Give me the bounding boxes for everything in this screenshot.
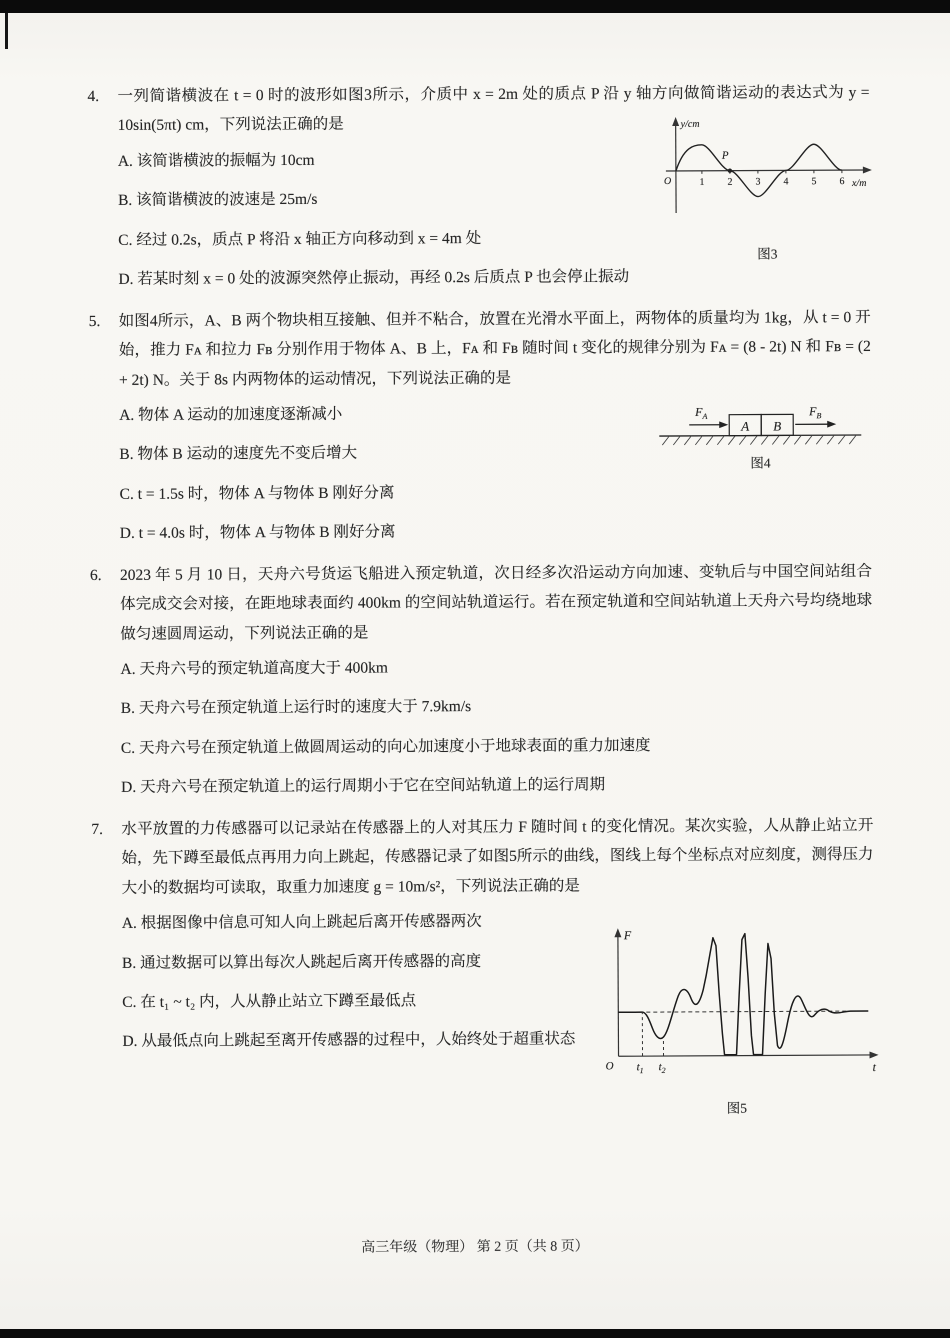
t1-label: $t_1$ bbox=[636, 1060, 644, 1075]
force-curve bbox=[618, 933, 869, 1055]
page-footer: 高三年级（物理） 第 2 页（共 8 页） bbox=[361, 1239, 589, 1256]
force-a-arrowhead-icon bbox=[719, 421, 728, 428]
question-4-number: 4. bbox=[87, 87, 100, 106]
question-7-option-b: B. 通过数据可以算出每次人跳起后离开传感器的高度 bbox=[121, 952, 482, 972]
tick-label-3: 3 bbox=[755, 176, 761, 188]
point-p-label: P bbox=[721, 149, 729, 162]
question-7-options bbox=[122, 906, 593, 1056]
question-5-stem: 如图4所示，A、B 两个物块相互接触、但并不粘合，放置在光滑水平面上，两物体的质量均为 1kg，从 t = 0 开始，推力 Fᴀ 和拉力 Fʙ 分别作用于物体 A、B 上，Fᴀ 和 Fʙ 随时间 t 变化的规律分别为 Fᴀ = (8 - 2t) N 和 Fʙ = (2 + 2t) N。关于 8s 内两物体的运动情况，下列说法正确的是 bbox=[118, 308, 871, 389]
question-4-stem: 一列简谐横波在 t = 0 时的波形如图3所示，介质中 x = 2m 处的质点 P 沿 y 轴方向做简谐运动的表达式为 y = 10sin(5πt) cm，下列说法正确的是 bbox=[117, 83, 870, 135]
figure-3-wave-diagram bbox=[656, 112, 879, 263]
tick-label-1: 1 bbox=[699, 176, 705, 188]
force-time-graph bbox=[586, 923, 887, 1100]
block-a-label: A bbox=[741, 418, 750, 434]
f-axis-arrow-icon bbox=[614, 928, 621, 937]
question-6-number: 6. bbox=[89, 566, 102, 584]
figure-5-force-time-graph bbox=[586, 923, 887, 1118]
question-5-option-d: D. t = 4.0s 时，物体 A 与物体 B 刚好分离 bbox=[119, 523, 396, 543]
f-axis-label: F bbox=[623, 927, 632, 943]
origin-label: O bbox=[663, 175, 672, 188]
question-6-options bbox=[120, 651, 873, 803]
t2-label: $t_2$ bbox=[658, 1060, 666, 1075]
scan-edge-left-mark bbox=[5, 13, 8, 49]
tick-label-6: 6 bbox=[839, 176, 845, 188]
question-6 bbox=[90, 557, 873, 803]
question-7-option-d: D. 从最低点向上跳起至离开传感器的过程中，人始终处于超重状态 bbox=[122, 1030, 576, 1051]
t-axis bbox=[619, 1055, 873, 1056]
question-5-option-b: B. 物体 B 运动的速度先不变后增大 bbox=[119, 445, 358, 464]
point-p-dot bbox=[728, 168, 732, 172]
question-6-option-d: D. 天舟六号在预定轨道上的运行周期小于它在空间站轨道上的运行周期 bbox=[121, 776, 606, 797]
question-4-option-d: D. 若某时刻 x = 0 处的波源突然停止振动，再经 0.2s 后质点 P 也会停止振动 bbox=[118, 268, 630, 289]
question-4-option-a: A. 该简谐横波的振幅为 10cm bbox=[117, 151, 315, 170]
question-7-option-c: C. 在 t₁ ~ t₂ 内，人从静止站立下蹲至最低点 bbox=[122, 992, 417, 1011]
question-5 bbox=[89, 303, 872, 549]
figure-4-caption: 图4 bbox=[750, 455, 771, 471]
question-5-option-c: C. t = 1.5s 时，物体 A 与物体 B 刚好分离 bbox=[119, 484, 395, 503]
question-6-option-b: B. 天舟六号在预定轨道上运行时的速度大于 7.9km/s bbox=[120, 698, 472, 718]
scan-edge-bottom bbox=[0, 1329, 950, 1338]
blocks-diagram bbox=[655, 389, 865, 454]
y-axis-arrow-icon bbox=[672, 117, 679, 126]
question-6-stem: 2023 年 5 月 10 日，天舟六号货运飞船进入预定轨道，次日经多次沿运动方向加速、变轨后与中国空间站组合体完成交会对接，在距地球表面约 400km 的空间站轨道运行。若在预定轨道和空间站轨道上天舟六号均绕地球做匀速圆周运动，下列说法正确的是 bbox=[119, 562, 873, 643]
f-axis bbox=[618, 934, 619, 1056]
t-axis-label: t bbox=[872, 1059, 876, 1074]
question-7-option-a: A. 根据图像中信息可知人向上跳起后离开传感器两次 bbox=[121, 913, 482, 932]
block-b-label: B bbox=[773, 418, 782, 434]
exam-content bbox=[87, 78, 876, 1116]
figure-4-blocks-diagram bbox=[655, 389, 865, 472]
question-4-option-c: C. 经过 0.2s，质点 P 将沿 x 轴正方向移动到 x = 4m 处 bbox=[118, 229, 482, 249]
force-a-label: $F_A$ bbox=[695, 404, 708, 421]
question-7 bbox=[91, 811, 876, 1116]
x-axis bbox=[666, 170, 866, 171]
x-axis-arrow-icon bbox=[863, 166, 872, 173]
y-axis-label: y/cm bbox=[680, 118, 700, 130]
x-axis-label: x/m bbox=[851, 177, 867, 190]
tick-label-4: 4 bbox=[783, 176, 789, 188]
figure-5-caption: 图5 bbox=[726, 1100, 747, 1116]
figure-3-caption: 图3 bbox=[757, 246, 778, 262]
tick-label-5: 5 bbox=[811, 176, 817, 188]
question-7-number: 7. bbox=[91, 820, 104, 838]
tick-label-2: 2 bbox=[727, 176, 733, 188]
question-6-option-c: C. 天舟六号在预定轨道上做圆周运动的向心加速度小于地球表面的重力加速度 bbox=[120, 736, 651, 757]
question-6-option-a: A. 天舟六号的预定轨道高度大于 400km bbox=[120, 659, 388, 678]
question-5-option-a: A. 物体 A 运动的加速度逐渐减小 bbox=[119, 405, 343, 424]
t-axis-arrow-icon bbox=[870, 1051, 879, 1058]
question-4-option-b: B. 该简谐横波的波速是 25m/s bbox=[117, 191, 318, 210]
question-7-stem: 水平放置的力传感器可以记录站在传感器上的人对其压力 F 随时间 t 的变化情况。某次实验，人从静止站立开始，先下蹲至最低点再用力向上跳起，传感器记录了如图5所示的曲线，图线上每个坐标点对应刻度，测得压力大小的数据均可读取，取重力加速度 g = 10m/s²，下列说法正确的是 bbox=[121, 816, 874, 897]
force-b-label: $F_B$ bbox=[809, 403, 822, 420]
question-5-number: 5. bbox=[88, 312, 101, 330]
scan-edge-top bbox=[0, 0, 950, 13]
wave-graph bbox=[656, 112, 879, 245]
force-b-arrowhead-icon bbox=[827, 420, 836, 427]
question-4 bbox=[87, 78, 870, 295]
origin-label: O bbox=[605, 1060, 614, 1073]
